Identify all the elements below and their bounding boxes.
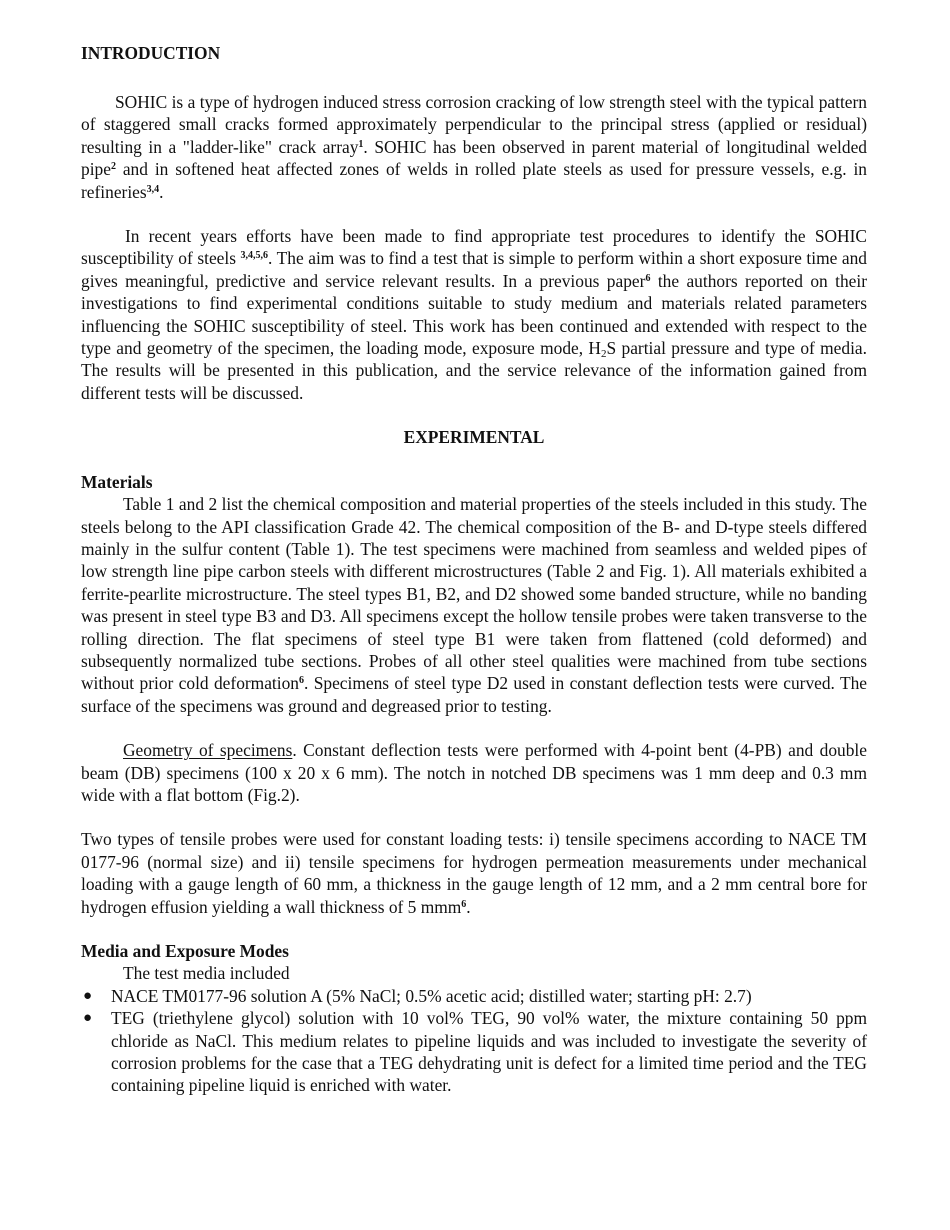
reference-6: 6: [461, 898, 467, 910]
media-heading: Media and Exposure Modes: [81, 941, 289, 961]
materials-paragraph: Table 1 and 2 list the chemical composition and material properties of the steels included in this study. The steels belong to the API classification Grade 42. The chemical composition of the B- and D-type steels differed mainly in the sulfur content (Table 1). The test specimens were machined from seamless and welded pipes of low strength line pipe carbon steels with different microstructures (Table 2 and Fig. 1). All materials exhibited a ferrite-pearlite microstructure. The steel types B1, B2, and D2 showed some banded structure, while no banding was present in steel type B3 and D3. All specimens except the hollow tensile probes were taken transverse to the rolling direction. The flat specimens of steel type B1 were taken from flattened (cold deformed) and subsequently normalized tube sections. Probes of all other steel qualities were machined from tube sections without prior cold deformation$^6$. Specimens of steel type D2 used in constant deflection tests were curved. The surface of the specimens was ground and degreased prior to testing.: [81, 494, 867, 716]
introduction-heading: INTRODUCTION: [81, 43, 221, 63]
subscript-2: 2: [601, 348, 607, 361]
geometry-of-specimens-label: Geometry of specimens: [123, 740, 293, 761]
reference-3-4-5-6: 3,4,5,6: [240, 250, 269, 262]
reference-1: 1: [358, 138, 364, 150]
introduction-paragraph-2: In recent years efforts have been made to find appropriate test procedures to identify the SOHIC susceptibility of steels $^{3,4,5,6}$. The aim was to find a test that is simple to perform within a short exposure time and gives meaningful, predictive and service relevant results. In a previous paper$^6$ the authors reported on their investigations to find experimental conditions suitable to study medium and materials related parameters influencing the SOHIC susceptibility of steel. This work has been continued and extended with respect to the type and geometry of the specimen, the loading mode, exposure mode, $H_2S$ partial pressure and type of media. The results will be presented in this publication, and the service relevance of the information gained from different tests will be discussed.: [81, 226, 867, 403]
media-list: [81, 985, 867, 1097]
reference-6: 6: [645, 272, 651, 284]
bullet-icon: ●: [83, 987, 93, 1004]
reference-6: 6: [298, 675, 304, 687]
reference-2: 2: [110, 161, 116, 173]
tensile-paragraph: Two types of tensile probes were used for constant loading tests: i) tensile specimens according to NACE TM 0177-96 (normal size) and ii) tensile specimens for hydrogen permeation measurements under mechanical loading with a gauge length of 60 mm, a thickness in the gauge length of 12 mm, and a 2 mm central bore for hydrogen effusion yielding a wall thickness of 5 mmm$^6$.: [81, 829, 867, 917]
list-item: ● NACE TM0177-96 solution A (5% NaCl; 0.5% acetic acid; distilled water; starting pH: 2.7): [83, 985, 752, 1006]
reference-3-4: 3,4: [146, 183, 160, 195]
introduction-paragraph-1: SOHIC is a type of hydrogen induced stress corrosion cracking of low strength steel with the typical pattern of staggered small cracks formed approximately perpendicular to the principal stress (applied or residual) resulting in a "ladder-like" crack array$^1$. SOHIC has been observed in parent material of longitudinal welded pipe$^2$ and in softened heat affected zones of welds in rolled plate steels as used for pressure vessels, e.g. in refineries$^{3,4}$.: [81, 92, 867, 202]
experimental-heading: EXPERIMENTAL: [403, 427, 545, 448]
bullet-icon: ●: [83, 1010, 93, 1027]
materials-heading: Materials: [81, 471, 153, 492]
media-intro: The test media included: [123, 963, 290, 984]
list-item: ● TEG (triethylene glycol) solution with 10 vol% TEG, 90 vol% water, the mixture containing 50 ppm chloride as NaCl. This medium relates to pipeline liquids and was included to investigate the severity of corrosion problems for the case that a TEG dehydrating unit is defect for a limited time period and the TEG containing pipeline liquid is enriched with water.: [83, 1008, 867, 1096]
geometry-paragraph: Geometry of specimens. Constant deflection tests were performed with 4-point bent (4-PB) and double beam (DB) specimens (100 x 20 x 6 mm). The notch in notched DB specimens was 1 mm deep and 0.3 mm wide with a flat bottom (Fig.2).: [81, 740, 867, 805]
document-page: [81, 42, 867, 1097]
